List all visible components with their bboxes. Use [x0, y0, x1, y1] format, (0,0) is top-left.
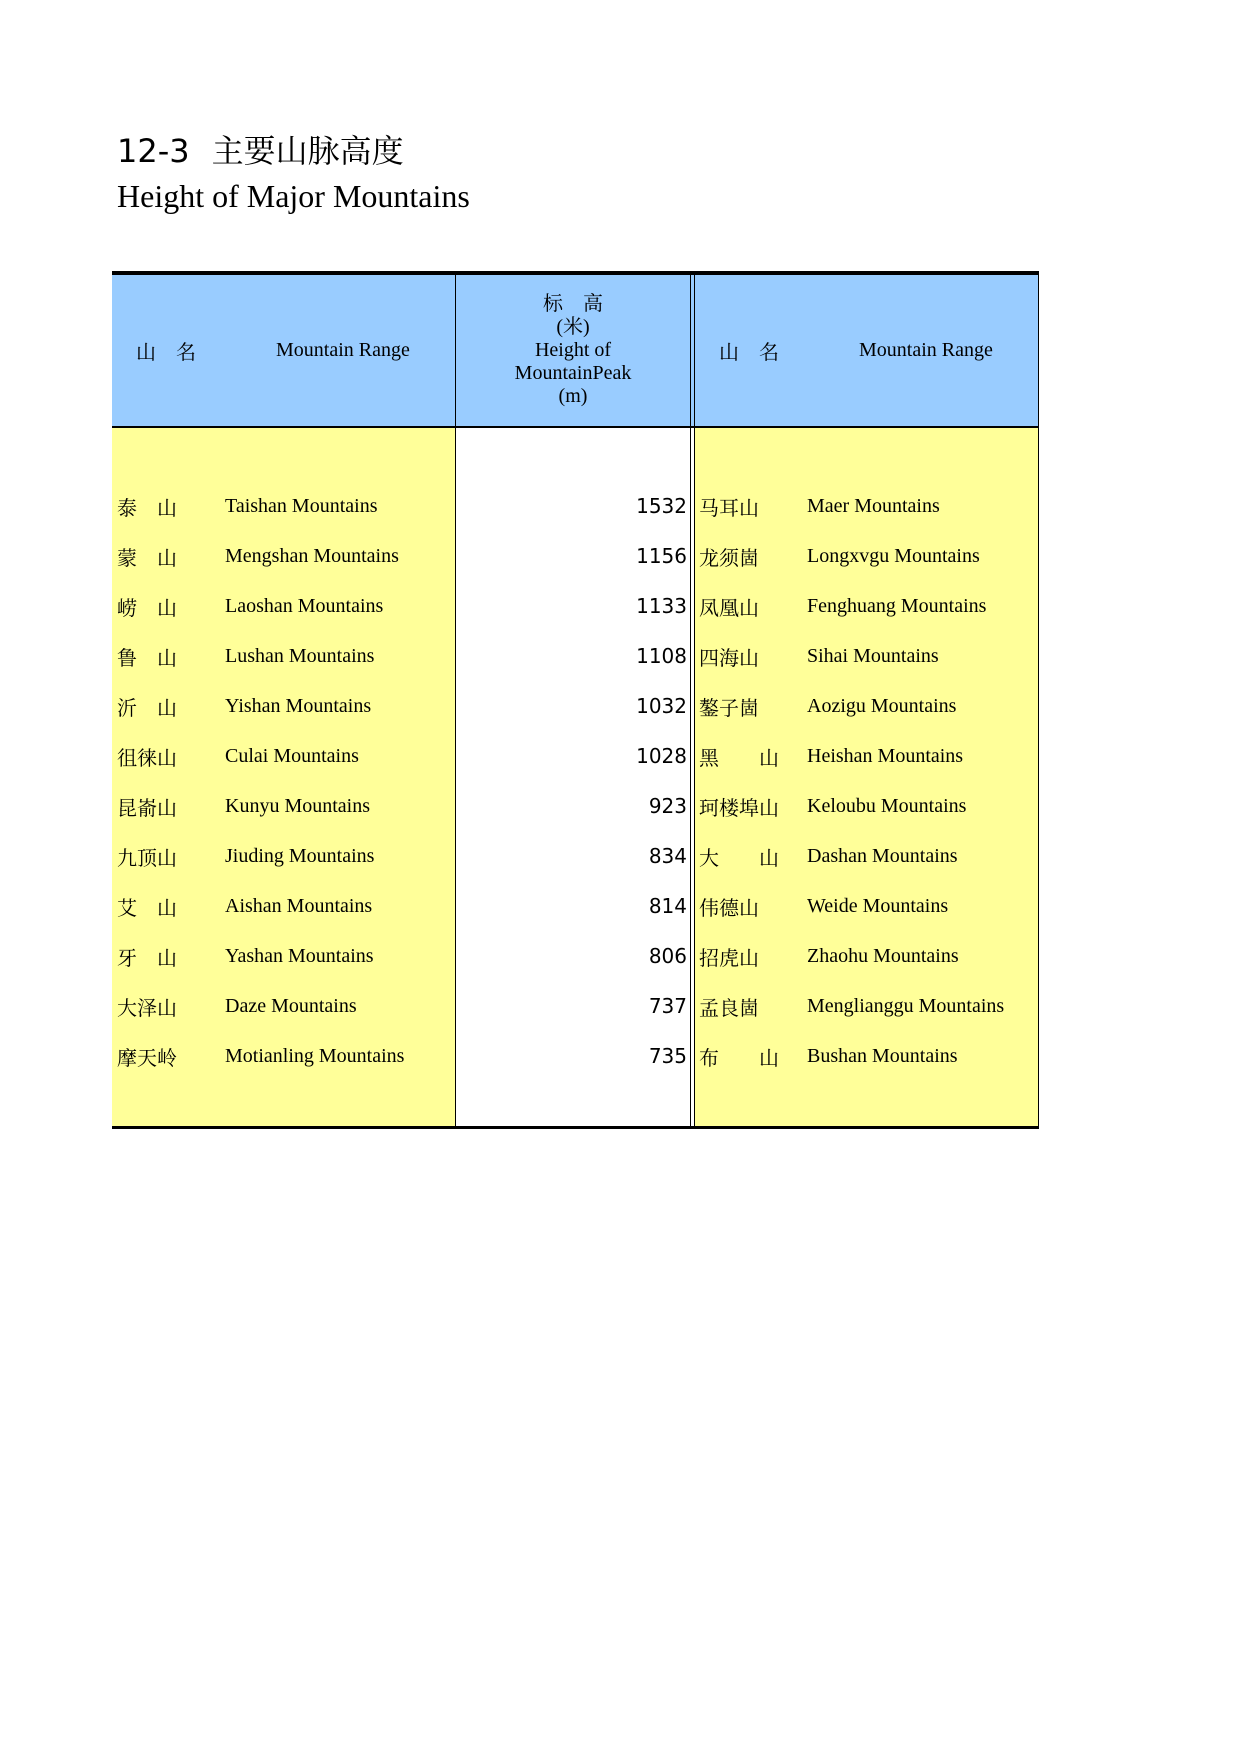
mountain-name-cn: 招虎山	[699, 947, 759, 970]
table-header	[112, 275, 1039, 428]
table-row	[456, 731, 690, 781]
mountain-height-value: 737	[648, 994, 687, 1018]
table-body	[112, 428, 1039, 1126]
table-row	[456, 831, 690, 881]
header-left	[112, 275, 456, 426]
mountain-name-cn: 崂 山	[117, 597, 177, 620]
mountain-name-en: Weide Mountains	[807, 894, 949, 917]
header-right-range-en: Mountain Range	[859, 339, 993, 361]
mountain-name-en: Aishan Mountains	[225, 894, 373, 917]
mountain-name-cn: 四海山	[699, 647, 759, 670]
mountain-name-cn: 蒙 山	[117, 547, 177, 570]
mountain-name-en: Longxvgu Mountains	[807, 544, 980, 567]
mountain-name-en: Kunyu Mountains	[225, 794, 370, 817]
table-row	[695, 681, 1038, 731]
table-row	[112, 681, 455, 731]
mountain-name-en: Heishan Mountains	[807, 744, 964, 767]
table-row	[112, 881, 455, 931]
header-height	[456, 275, 690, 426]
table-row	[112, 831, 455, 881]
table-row	[456, 631, 690, 681]
mountain-name-cn: 艾 山	[117, 897, 177, 920]
table-row	[112, 581, 455, 631]
mountain-name-cn: 大 山	[699, 847, 779, 870]
mountain-name-cn: 马耳山	[699, 497, 759, 520]
table-number: 12-3	[117, 132, 190, 170]
header-left-name-cn: 山 名	[136, 342, 196, 364]
header-right-name-cn: 山 名	[719, 342, 779, 364]
mountain-name-cn: 珂楼埠山	[699, 797, 779, 820]
table-row	[695, 981, 1038, 1031]
header-height-unit-cn: (米)	[556, 316, 590, 338]
mountain-name-cn: 龙须崮	[699, 547, 759, 570]
mountain-height-value: 1108	[636, 644, 687, 668]
mountain-name-cn: 九顶山	[117, 847, 177, 870]
mountain-name-en: Bushan Mountains	[807, 1044, 958, 1067]
mountain-name-en: Jiuding Mountains	[225, 844, 375, 867]
mountain-name-en: Culai Mountains	[225, 744, 359, 767]
mountain-name-en: Maer Mountains	[807, 494, 940, 517]
page-title-cn	[117, 126, 404, 172]
mountain-name-cn: 布 山	[699, 1047, 779, 1070]
mountain-name-en: Keloubu Mountains	[807, 794, 967, 817]
header-height-en-1: Height of	[534, 339, 612, 361]
mountain-name-cn: 黑 山	[699, 747, 779, 770]
mountain-height-value: 1032	[636, 694, 687, 718]
mountain-height-value: 1156	[636, 544, 687, 568]
table-row	[695, 481, 1038, 531]
table-row	[112, 1031, 455, 1081]
mountain-height-value: 834	[648, 844, 687, 868]
table-row	[456, 781, 690, 831]
mountain-name-en: Dashan Mountains	[807, 844, 958, 867]
table-row	[456, 581, 690, 631]
mountain-name-en: Motianling Mountains	[225, 1044, 405, 1067]
body-left	[112, 428, 456, 1126]
table-row	[456, 681, 690, 731]
mountain-name-cn: 鲁 山	[117, 647, 177, 670]
mountain-name-en: Menglianggu Mountains	[807, 994, 1005, 1017]
table-row	[456, 1031, 690, 1081]
mountain-name-en: Sihai Mountains	[807, 644, 939, 667]
table-row	[695, 1031, 1038, 1081]
mountain-name-cn: 孟良崮	[699, 997, 759, 1020]
mountain-name-en: Fenghuang Mountains	[807, 594, 987, 617]
header-right	[695, 275, 1039, 426]
table-row	[456, 531, 690, 581]
header-height-cn: 标 高	[543, 293, 603, 315]
page-title-en: Height of Major Mountains	[117, 178, 470, 214]
mountain-name-cn: 摩天岭	[117, 1047, 177, 1070]
mountain-height-value: 806	[648, 944, 687, 968]
mountain-name-cn: 徂徕山	[117, 747, 177, 770]
table-row	[695, 831, 1038, 881]
mountain-name-cn: 大泽山	[117, 997, 177, 1020]
table-row	[112, 531, 455, 581]
table-row	[112, 481, 455, 531]
table-row	[695, 631, 1038, 681]
mountain-name-en: Daze Mountains	[225, 994, 357, 1017]
mountain-height-value: 923	[648, 794, 687, 818]
table-row	[112, 931, 455, 981]
title-cn-text: 主要山脉高度	[211, 132, 404, 170]
table-row	[112, 981, 455, 1031]
table-row	[456, 981, 690, 1031]
mountain-name-cn: 凤凰山	[699, 597, 759, 620]
mountain-name-cn: 牙 山	[117, 947, 177, 970]
table-row	[112, 781, 455, 831]
table-bottom-rule	[112, 1126, 1039, 1129]
mountain-height-value: 735	[648, 1044, 687, 1068]
table-row	[112, 731, 455, 781]
table-row	[695, 881, 1038, 931]
body-right	[695, 428, 1039, 1126]
header-left-range-en: Mountain Range	[276, 339, 410, 361]
table-row	[112, 631, 455, 681]
mountain-name-en: Taishan Mountains	[225, 494, 378, 517]
mountain-name-cn: 沂 山	[117, 697, 177, 720]
header-height-unit-en: (m)	[558, 385, 588, 407]
mountain-name-cn: 泰 山	[117, 497, 177, 520]
mountain-name-en: Lushan Mountains	[225, 644, 375, 667]
table-row	[695, 581, 1038, 631]
mountain-name-cn: 鏊子崮	[699, 697, 759, 720]
mountain-height-value: 1532	[636, 494, 687, 518]
table-row	[695, 731, 1038, 781]
table-row	[456, 481, 690, 531]
header-height-en-2: MountainPeak	[514, 362, 632, 384]
table-row	[695, 531, 1038, 581]
mountain-height-table	[112, 271, 1039, 1129]
table-row	[456, 931, 690, 981]
table-row	[695, 781, 1038, 831]
mountain-name-en: Yashan Mountains	[225, 944, 374, 967]
mountain-height-value: 814	[648, 894, 687, 918]
mountain-name-en: Zhaohu Mountains	[807, 944, 959, 967]
mountain-name-en: Mengshan Mountains	[225, 544, 399, 567]
table-row	[456, 881, 690, 931]
body-height	[456, 428, 690, 1126]
mountain-name-en: Laoshan Mountains	[225, 594, 384, 617]
mountain-name-en: Aozigu Mountains	[807, 694, 957, 717]
table-row	[695, 931, 1038, 981]
mountain-name-cn: 伟德山	[699, 897, 759, 920]
mountain-height-value: 1028	[636, 744, 687, 768]
mountain-name-cn: 昆嵛山	[117, 797, 177, 820]
mountain-height-value: 1133	[636, 594, 687, 618]
mountain-name-en: Yishan Mountains	[225, 694, 372, 717]
